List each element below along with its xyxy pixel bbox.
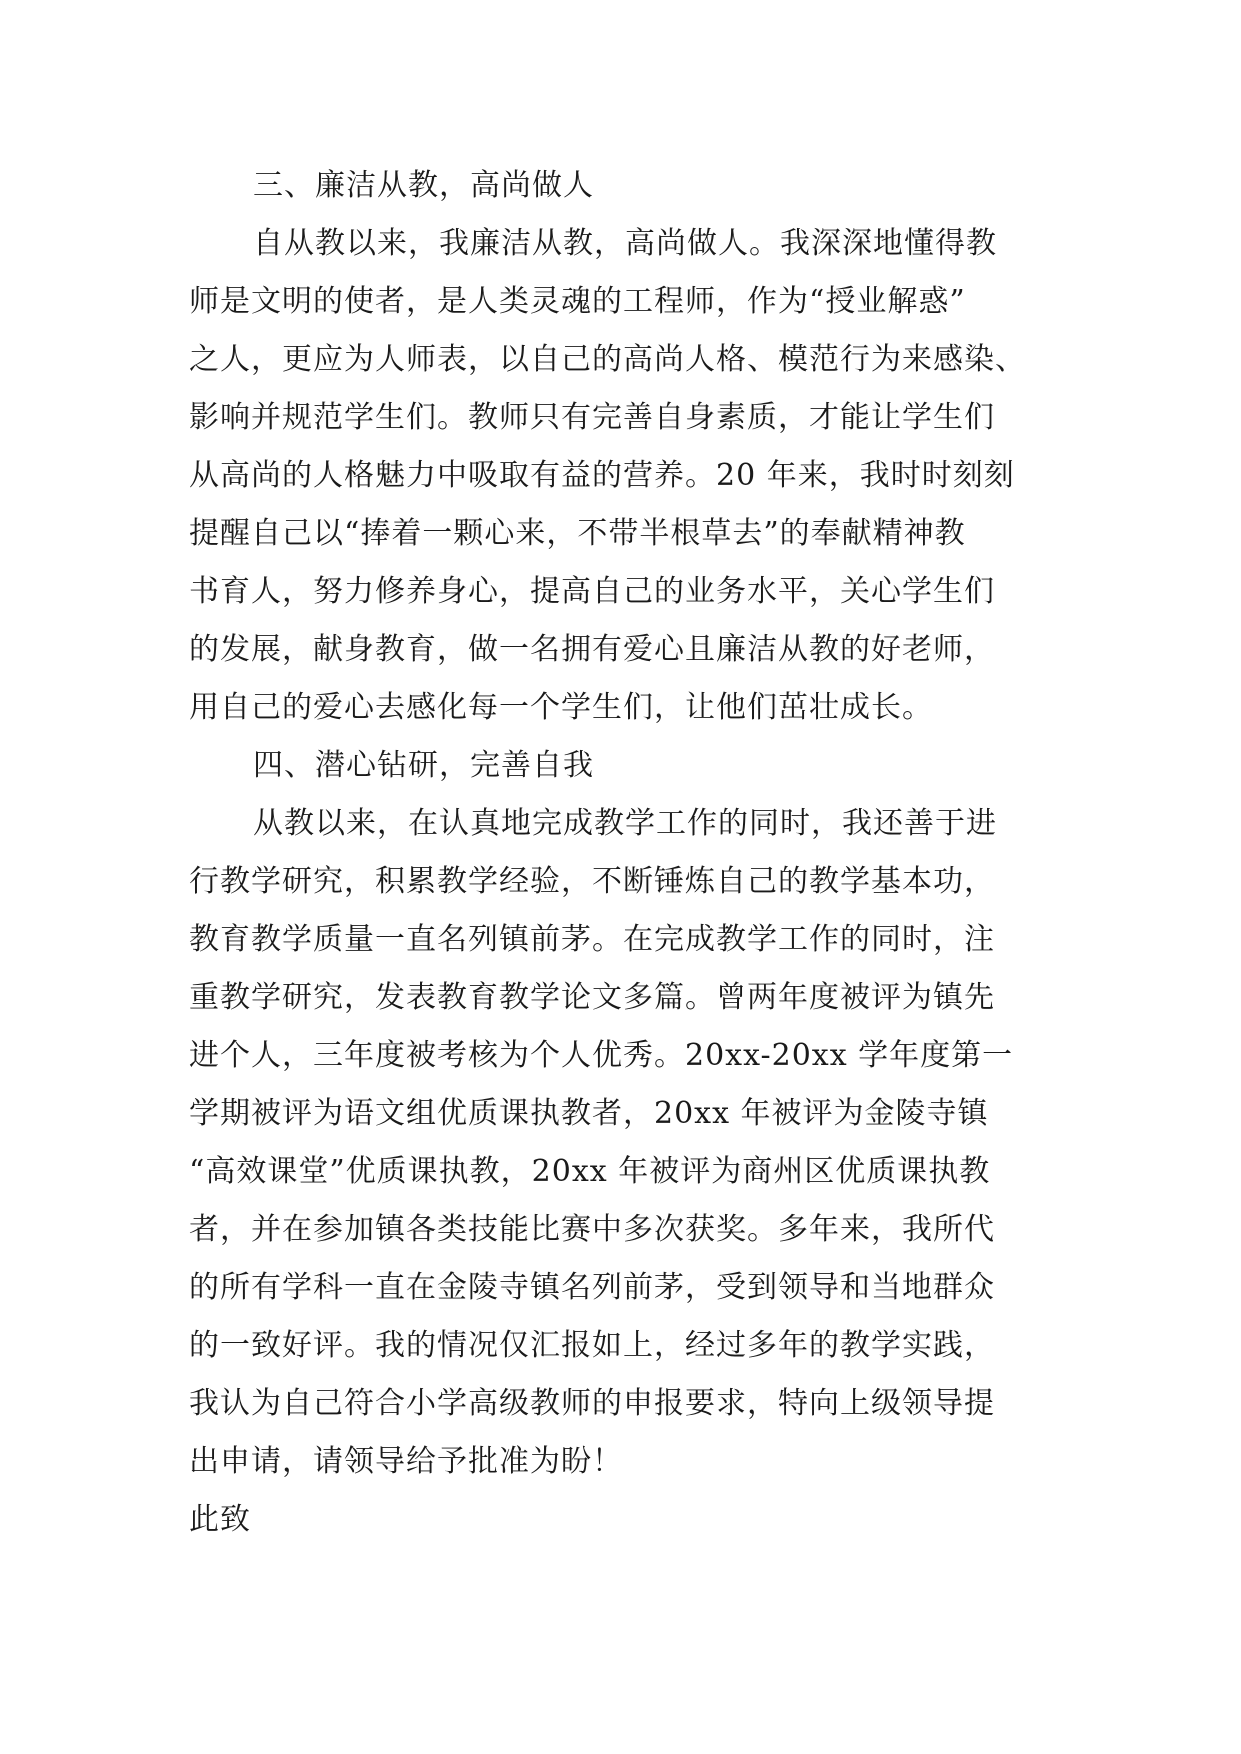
document-body [189,157,1049,1549]
paragraph-line: 者，并在参加镇各类技能比赛中多次获奖。多年来，我所代 [189,1212,995,1247]
section-heading-integrity: 三、廉洁从教，高尚做人 [253,168,594,203]
paragraph-line: 教育教学质量一直名列镇前茅。在完成教学工作的同时，注 [189,922,995,957]
paragraph-line: 自从教以来，我廉洁从教，高尚做人。我深深地懂得教 [253,226,997,261]
paragraph-line: 书育人，努力修养身心，提高自己的业务水平，关心学生们 [189,574,995,609]
paragraph-line: 重教学研究，发表教育教学论文多篇。曾两年度被评为镇先 [189,980,995,1015]
paragraph-line: 学期被评为语文组优质课执教者，20xx 年被评为金陵寺镇 [189,1096,989,1131]
paragraph-line: 出申请，请领导给予批准为盼！ [189,1444,623,1479]
paragraph-line: 提醒自己以“捧着一颗心来，不带半根草去”的奉献精神教 [189,516,966,551]
paragraph-line: 用自己的爱心去感化每一个学生们，让他们茁壮成长。 [189,690,933,725]
paragraph-line: 行教学研究，积累教学经验，不断锤炼自己的教学基本功， [189,864,995,899]
paragraph-line: 的发展，献身教育，做一名拥有爱心且廉洁从教的好老师， [189,632,995,667]
paragraph-line: 我认为自己符合小学高级教师的申报要求，特向上级领导提 [189,1386,995,1421]
paragraph-line: 师是文明的使者，是人类灵魂的工程师，作为“授业解惑” [189,284,966,319]
paragraph-line: 的一致好评。我的情况仅汇报如上，经过多年的教学实践， [189,1328,995,1363]
section-heading-research: 四、潜心钻研，完善自我 [253,748,594,783]
paragraph-line: 的所有学科一直在金陵寺镇名列前茅，受到领导和当地群众 [189,1270,995,1305]
paragraph-line: 进个人，三年度被考核为个人优秀。20xx-20xx 学年度第一 [189,1038,1014,1073]
paragraph-line: 影响并规范学生们。教师只有完善自身素质，才能让学生们 [189,400,995,435]
paragraph-line: 之人，更应为人师表，以自己的高尚人格、模范行为来感染、 [189,342,1026,377]
paragraph-line: 从高尚的人格魅力中吸取有益的营养。20 年来，我时时刻刻 [189,458,1015,493]
paragraph-line: 从教以来，在认真地完成教学工作的同时，我还善于进 [253,806,997,841]
paragraph-line: “高效课堂”优质课执教，20xx 年被评为商州区优质课执教 [189,1154,991,1189]
closing-salutation: 此致 [189,1502,251,1537]
